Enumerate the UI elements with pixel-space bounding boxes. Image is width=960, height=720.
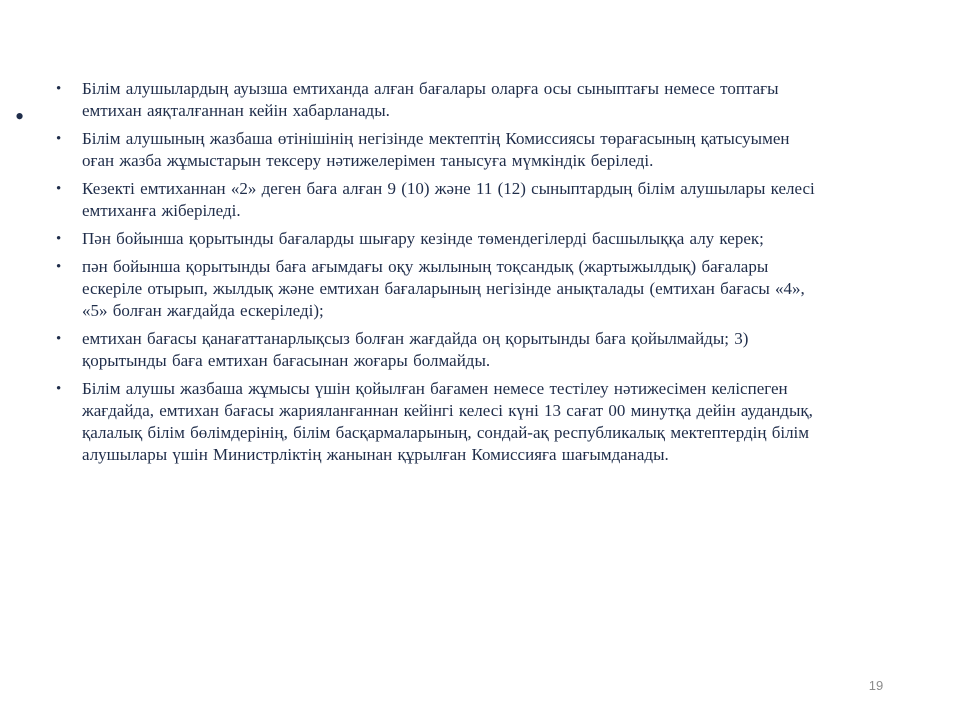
list-item-text: Кезекті емтиханнан «2» деген баға алған 9 (10) және 11 (12) сыныптардың білім алушылары келесі емтиханға жіберіледі. bbox=[82, 179, 815, 220]
bullet-dot: • bbox=[56, 259, 62, 275]
list-item-text: Пән бойынша қорытынды бағаларды шығару кезінде төмендегілерді басшылыққа алу керек; bbox=[82, 229, 764, 248]
list-item bbox=[56, 256, 826, 322]
bullet-dot: • bbox=[56, 131, 62, 147]
list-item-text: Білім алушының жазбаша өтінішінің негізінде мектептің Комиссиясы төрағасының қатысуымен оған жазба жұмыстарын тексеру нәтижелерімен танысуға мүмкіндік беріледі. bbox=[82, 129, 790, 170]
list-item bbox=[56, 378, 826, 466]
list-item bbox=[56, 178, 826, 222]
list-item bbox=[56, 228, 826, 250]
bullet-list bbox=[56, 78, 826, 472]
list-item-text: Білім алушы жазбаша жұмысы үшін қойылған бағамен немесе тестілеу нәтижесімен келіспеген жағдайда, емтихан бағасы жарияланғаннан кейінгі келесі күні 13 сағат 00 минутқа дейін аудандық, қалалық білім бөлімдерінің, білім басқармаларының, сондай-ақ республикалық мектептердің білім алушылары үшін Министрліктің жанынан құрылған Комиссияға шағымданады. bbox=[82, 379, 813, 464]
bullet-dot: • bbox=[56, 181, 62, 197]
list-item-text: Білім алушылардың ауызша емтиханда алған бағалары оларға осы сыныптағы немесе топтағы емтихан аяқталғаннан кейін хабарланады. bbox=[82, 79, 779, 120]
page-number: 19 bbox=[868, 678, 884, 693]
list-item bbox=[56, 78, 826, 122]
bullet-dot: • bbox=[56, 81, 62, 97]
list-item bbox=[56, 328, 826, 372]
list-item-text: пән бойынша қорытынды баға ағымдағы оқу жылының тоқсандық (жартыжылдық) бағалары ескеріле отырып, жылдық және емтихан бағаларының негізінде анықталады (емтихан бағасы «4», «5» болған жағдайда ескеріледі); bbox=[82, 257, 805, 320]
bullet-dot: • bbox=[56, 231, 62, 247]
list-item bbox=[56, 128, 826, 172]
bullet-dot: • bbox=[56, 331, 62, 347]
bullet-dot: • bbox=[56, 381, 62, 397]
stray-bullet: • bbox=[15, 102, 25, 131]
list-item-text: емтихан бағасы қанағаттанарлықсыз болған жағдайда оң қорытынды баға қойылмайды; 3) қорытынды баға емтихан бағасынан жоғары болмайды. bbox=[82, 329, 749, 370]
